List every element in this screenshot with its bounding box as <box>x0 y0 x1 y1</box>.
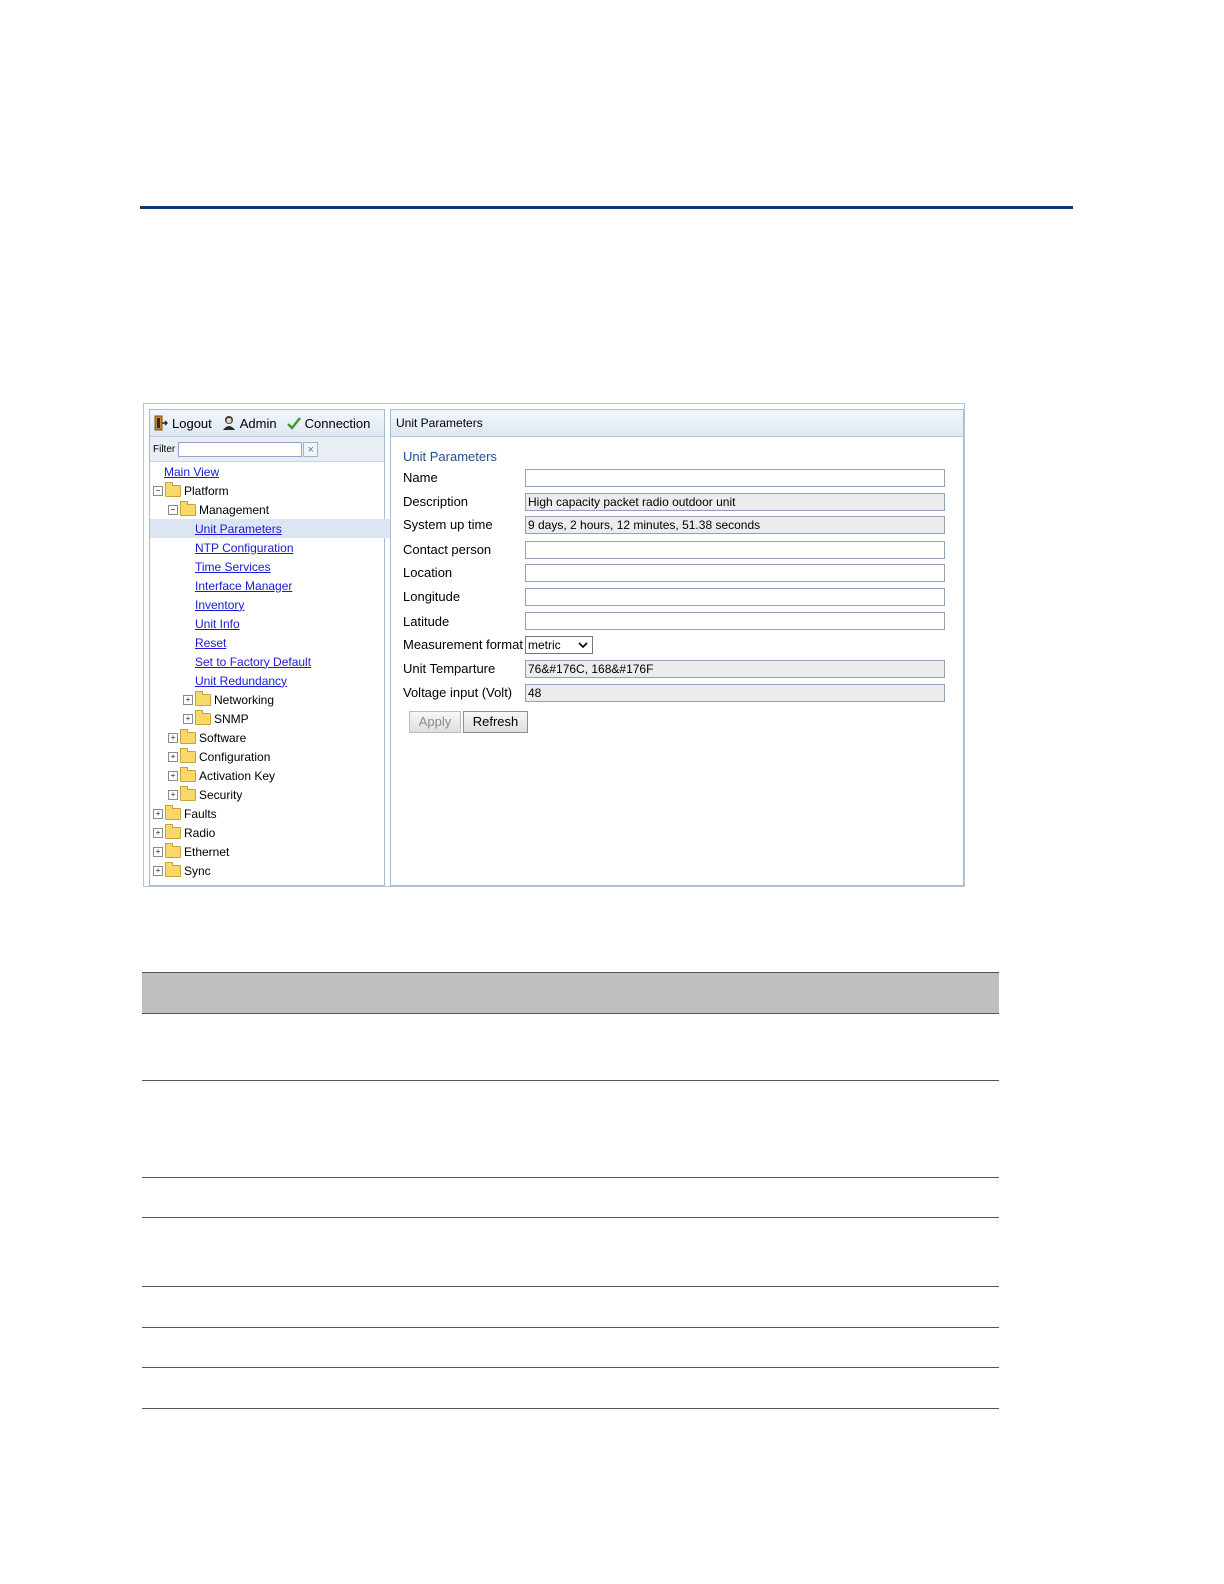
connection-label: Connection <box>304 415 371 431</box>
location-label: Location <box>403 565 453 580</box>
tree-item-label[interactable]: Set to Factory Default <box>195 654 312 669</box>
tree-item-reset[interactable] <box>150 633 429 652</box>
folder-icon <box>165 827 181 839</box>
tree-item-label[interactable]: NTP Configuration <box>195 540 294 555</box>
name-field[interactable] <box>525 469 945 487</box>
tree-item-radio[interactable] <box>150 823 387 842</box>
tree-item-label[interactable]: Time Services <box>195 559 271 574</box>
table-row-divider <box>142 1286 999 1287</box>
voltage-input-label: Voltage input (Volt) <box>403 685 513 700</box>
tree-item-activation-key[interactable] <box>150 766 402 785</box>
folder-open-icon <box>180 504 196 516</box>
tree-item-label: Configuration <box>199 749 271 764</box>
latitude-label: Latitude <box>403 614 450 629</box>
folder-icon <box>165 846 181 858</box>
logout-button[interactable] <box>154 415 212 431</box>
table-row-divider <box>142 1217 999 1218</box>
toolbar <box>150 410 384 437</box>
section-title: Unit Parameters <box>403 449 497 464</box>
tree-item-ntp-configuration[interactable] <box>150 538 429 557</box>
voltage-input-field[interactable]: 48 <box>525 684 945 702</box>
tree-item-label: Activation Key <box>199 768 276 783</box>
latitude-field[interactable] <box>525 612 945 630</box>
tree-item-label: Management <box>199 502 270 517</box>
tree-item-interface-manager[interactable] <box>150 576 429 595</box>
unit-temperature-label: Unit Temparture <box>403 661 496 676</box>
folder-icon <box>195 713 211 725</box>
expand-icon[interactable]: + <box>153 809 163 819</box>
expand-icon[interactable]: + <box>153 847 163 857</box>
tree-item-faults[interactable] <box>150 804 387 823</box>
tree-item-management[interactable] <box>150 500 402 519</box>
tree-item-label[interactable]: Main View <box>164 464 220 479</box>
tree-item-label[interactable]: Unit Info <box>195 616 240 631</box>
logout-icon <box>154 415 168 431</box>
folder-icon <box>165 865 181 877</box>
unit-temperature-field[interactable]: 76&#176C, 168&#176F <box>525 660 945 678</box>
tree-item-time-services[interactable] <box>150 557 429 576</box>
table-row-divider <box>142 1367 999 1368</box>
name-label: Name <box>403 470 438 485</box>
longitude-field[interactable] <box>525 588 945 606</box>
expand-icon[interactable]: + <box>168 790 178 800</box>
tree-item-label: Sync <box>184 863 211 878</box>
filter-bar <box>150 437 384 462</box>
admin-user[interactable] <box>222 415 277 431</box>
apply-button[interactable]: Apply <box>409 711 461 733</box>
logout-label: Logout <box>172 415 212 431</box>
tree-item-label[interactable]: Interface Manager <box>195 578 293 593</box>
panel-header: Unit Parameters <box>391 410 963 437</box>
tree-item-label[interactable]: Unit Parameters <box>195 521 282 536</box>
tree-item-unit-parameters[interactable] <box>150 519 429 538</box>
measurement-format-select[interactable] <box>525 636 593 654</box>
tree-item-ethernet[interactable] <box>150 842 387 861</box>
folder-icon <box>180 770 196 782</box>
table-row-divider <box>142 1080 999 1081</box>
chevron-down-icon <box>577 637 589 653</box>
tree-item-security[interactable] <box>150 785 402 804</box>
tree-item-inventory[interactable] <box>150 595 429 614</box>
folder-icon <box>195 694 211 706</box>
table-row-divider <box>142 1408 999 1409</box>
tree-item-sync[interactable] <box>150 861 387 880</box>
tree-item-label: Faults <box>184 806 217 821</box>
tree-item-configuration[interactable] <box>150 747 402 766</box>
tree-item-label: Radio <box>184 825 216 840</box>
tree-item-unit-redundancy[interactable] <box>150 671 429 690</box>
unit-parameters-panel <box>390 409 964 886</box>
table-header <box>142 972 999 1014</box>
collapse-icon[interactable]: − <box>168 505 178 515</box>
contact-person-label: Contact person <box>403 542 492 557</box>
tree-item-snmp[interactable] <box>150 709 417 728</box>
system-up-time-field[interactable]: 9 days, 2 hours, 12 minutes, 51.38 seconds <box>525 516 945 534</box>
measurement-format-label: Measurement format <box>403 637 523 652</box>
tree-item-main-view[interactable] <box>150 462 398 481</box>
description-field[interactable]: High capacity packet radio outdoor unit <box>525 493 945 511</box>
expand-icon[interactable]: + <box>153 866 163 876</box>
system-up-time-label: System up time <box>403 517 493 532</box>
tree-item-label: Platform <box>184 483 229 498</box>
clear-filter-icon[interactable]: × <box>303 442 318 457</box>
expand-icon[interactable]: + <box>168 752 178 762</box>
longitude-label: Longitude <box>403 589 461 604</box>
tree-item-unit-info[interactable] <box>150 614 429 633</box>
measurement-format-value: metric <box>528 638 561 652</box>
admin-label: Admin <box>239 415 277 431</box>
folder-icon <box>180 751 196 763</box>
user-icon <box>222 415 236 431</box>
filter-input[interactable] <box>178 442 302 457</box>
tree-item-networking[interactable] <box>150 690 417 709</box>
tree-item-label: Ethernet <box>184 844 230 859</box>
tree-item-label: Networking <box>214 692 275 707</box>
tree-item-platform[interactable] <box>150 481 387 500</box>
filter-label: Filter <box>153 443 176 455</box>
folder-icon <box>180 789 196 801</box>
tree-item-set-to-factory-default[interactable] <box>150 652 429 671</box>
expand-icon[interactable]: + <box>183 695 193 705</box>
folder-icon <box>180 732 196 744</box>
description-label: Description <box>403 494 469 509</box>
tree-item-label: Security <box>199 787 243 802</box>
connection-status[interactable] <box>287 415 371 431</box>
expand-icon[interactable]: + <box>168 771 178 781</box>
tree-item-label: SNMP <box>214 711 249 726</box>
screenshot-frame <box>143 403 965 887</box>
tree-item-label[interactable]: Reset <box>195 635 227 650</box>
expand-icon[interactable]: + <box>153 828 163 838</box>
folder-open-icon <box>165 485 181 497</box>
checkmark-icon <box>287 415 301 431</box>
contact-person-field[interactable] <box>525 541 945 559</box>
navigation-panel <box>149 409 385 886</box>
tree-item-software[interactable] <box>150 728 402 747</box>
collapse-icon[interactable]: − <box>153 486 163 496</box>
table-row-divider <box>142 1327 999 1328</box>
refresh-button[interactable]: Refresh <box>463 711 528 733</box>
tree-item-label[interactable]: Unit Redundancy <box>195 673 288 688</box>
folder-icon <box>165 808 181 820</box>
tree-item-label: Software <box>199 730 247 745</box>
location-field[interactable] <box>525 564 945 582</box>
expand-icon[interactable]: + <box>168 733 178 743</box>
expand-icon[interactable]: + <box>183 714 193 724</box>
page-header-rule <box>140 206 1073 209</box>
table-row-divider <box>142 1177 999 1178</box>
tree-item-label[interactable]: Inventory <box>195 597 245 612</box>
